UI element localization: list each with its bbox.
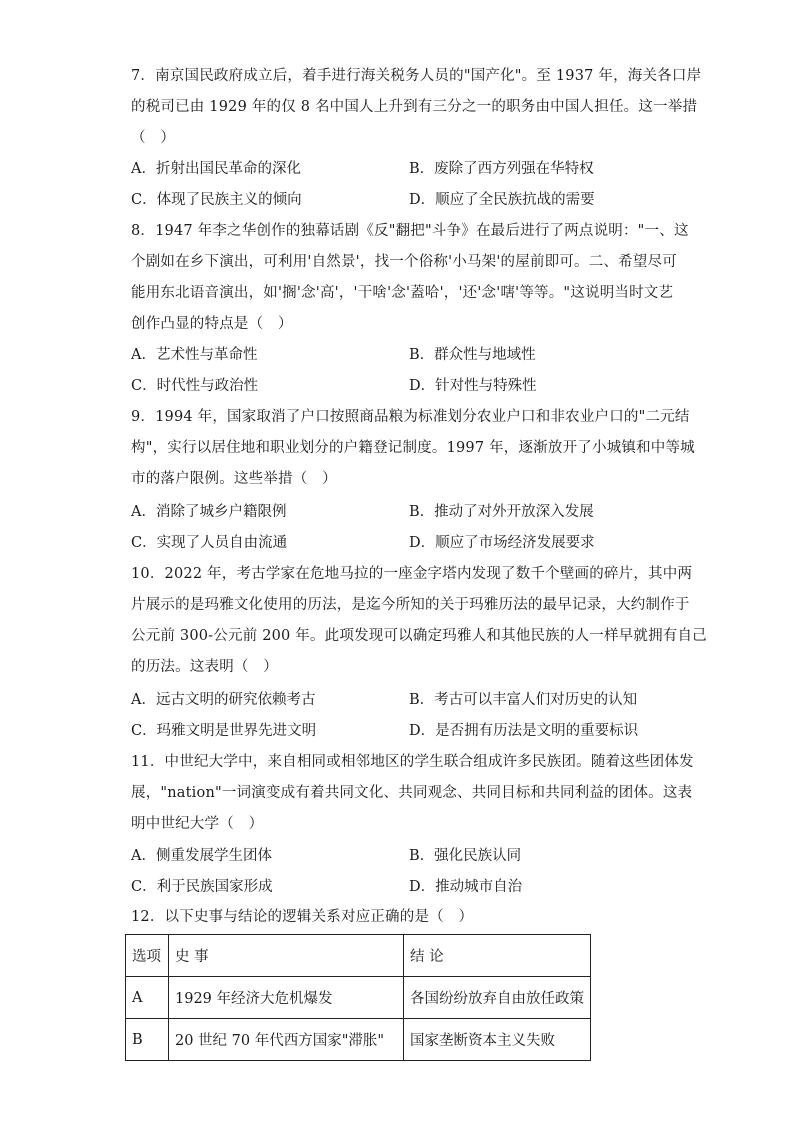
q10-option-d[interactable]: D．是否拥有历法是文明的重要标识 — [409, 723, 639, 739]
q11-option-d[interactable]: D．推动城市自治 — [409, 879, 523, 895]
q11-line-1: 11．中世纪大学中，来自相同或相邻地区的学生联合组成许多民族团。随着这些团体发 — [131, 754, 694, 770]
q10-line-4: 的历法。这表明（ ） — [131, 659, 278, 675]
q8-option-c[interactable]: C．时代性与政治性 — [131, 378, 259, 394]
q9-line-1: 9．1994 年，国家取消了户口按照商品粮为标准划分农业户口和非农业户口的"二元结 — [131, 409, 690, 425]
q7-option-c[interactable]: C．体现了民族主义的倾向 — [131, 192, 302, 208]
q10-line-1: 10．2022 年，考古学家在危地马拉的一座金字塔内发现了数千个壁画的碎片，其中两 — [131, 566, 693, 582]
q12-table — [125, 934, 591, 1061]
q9-option-d[interactable]: D．顺应了市场经济发展要求 — [409, 535, 595, 551]
header-option: 选项 — [126, 935, 169, 977]
q9-line-2: 构"，实行以居住地和职业划分的户籍登记制度。1997 年，逐渐放开了小城镇和中等城 — [131, 440, 695, 456]
row-a-conclusion: 各国纷纷放弃自由放任政策 — [404, 977, 591, 1019]
row-a-option: A — [126, 977, 169, 1019]
q9-option-a[interactable]: A．消除了城乡户籍限例 — [131, 504, 287, 520]
q9-line-3: 市的落户限例。这些举措（ ） — [131, 471, 337, 487]
q10-option-b[interactable]: B．考古可以丰富人们对历史的认知 — [409, 692, 638, 708]
q8-option-a[interactable]: A．艺术性与革命性 — [131, 347, 258, 363]
q9-option-b[interactable]: B．推动了对外开放深入发展 — [409, 504, 594, 520]
q11-option-b[interactable]: B．强化民族认同 — [409, 848, 522, 864]
q11-line-2: 展，"nation"一词演变成有着共同文化、共同观念、共同目标和共同利益的团体。这表 — [131, 785, 693, 801]
q10-option-a[interactable]: A．远古文明的研究依赖考古 — [131, 692, 316, 708]
q7-option-d[interactable]: D．顺应了全民族抗战的需要 — [409, 192, 595, 208]
row-b-conclusion: 国家垄断资本主义失败 — [404, 1019, 591, 1061]
q7-line-3: （ ） — [131, 130, 176, 146]
row-a-event: 1929 年经济大危机爆发 — [169, 977, 404, 1019]
header-event: 史 事 — [169, 935, 404, 977]
table-header-row — [126, 935, 591, 977]
q11-line-3: 明中世纪大学（ ） — [131, 816, 264, 832]
header-conclusion: 结 论 — [404, 935, 591, 977]
q7-line-1: 7．南京国民政府成立后，着手进行海关税务人员的"国产化"。至 1937 年，海关各口岸 — [131, 68, 702, 84]
q8-option-b[interactable]: B．群众性与地域性 — [409, 347, 536, 363]
q8-option-d[interactable]: D．针对性与特殊性 — [409, 378, 537, 394]
q8-line-4: 创作凸显的特点是（ ） — [131, 316, 293, 332]
q7-option-a[interactable]: A．折射出国民革命的深化 — [131, 161, 301, 177]
q10-option-c[interactable]: C．玛雅文明是世界先进文明 — [131, 723, 317, 739]
table-row — [126, 1019, 591, 1061]
q11-option-c[interactable]: C．利于民族国家形成 — [131, 879, 273, 895]
q12-stem: 12．以下史事与结论的逻辑关系对应正确的是（ ） — [131, 909, 474, 925]
table-row — [126, 977, 591, 1019]
q8-line-2: 个剧如在乡下演出，可利用'自然景'，找一个俗称'小马架'的屋前即可。二、希望尽可 — [131, 254, 677, 270]
q11-option-a[interactable]: A．侧重发展学生团体 — [131, 848, 272, 864]
row-b-event: 20 世纪 70 年代西方国家"滞胀" — [169, 1019, 404, 1061]
row-b-option: B — [126, 1019, 169, 1061]
q10-line-2: 片展示的是玛雅文化使用的历法，是迄今所知的关于玛雅历法的最早记录，大约制作于 — [131, 597, 690, 613]
q8-line-3: 能用东北语音演出，如'搁'念'高'，'干啥'念'蓋哈'，'还'念'嗐'等等。"这说明当时文艺 — [131, 285, 674, 301]
q7-option-b[interactable]: B．废除了西方列强在华特权 — [409, 161, 594, 177]
q10-line-3: 公元前 300-公元前 200 年。此项发现可以确定玛雅人和其他民族的人一样早就拥有自己 — [131, 628, 707, 644]
q9-option-c[interactable]: C．实现了人员自由流通 — [131, 535, 288, 551]
q8-line-1: 8．1947 年李之华创作的独幕话剧《反"翻把"斗争》在最后进行了两点说明："一、这 — [131, 223, 689, 239]
q7-line-2: 的税司已由 1929 年的仅 8 名中国人上升到有三分之一的职务由中国人担任。这一举措 — [131, 99, 698, 115]
